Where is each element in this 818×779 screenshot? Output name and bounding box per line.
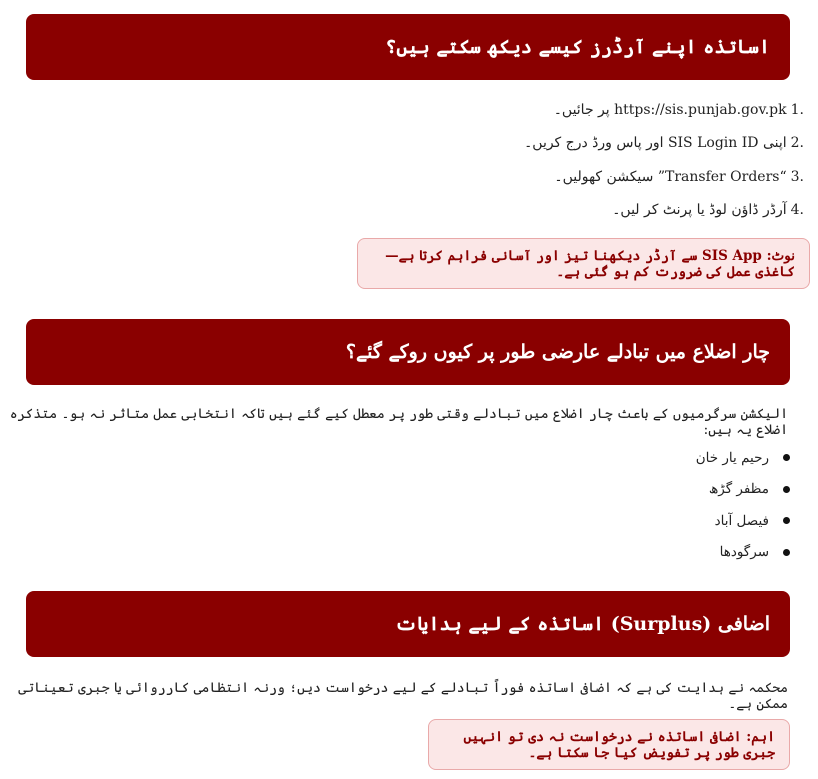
section-header-orders bbox=[26, 14, 790, 80]
section-title: چار اضلاع میں تبادلے عارضی طور پر کیوں روکے گئے؟ bbox=[345, 341, 770, 363]
section-title: اضافی (Surplus) اساتذہ کے لیے ہدایات bbox=[394, 613, 770, 635]
list-item: 2. اپنی SIS Login ID اور پاس ورڈ درج کریں۔ bbox=[524, 135, 804, 152]
bullet-icon bbox=[783, 549, 790, 556]
bullet-icon bbox=[783, 454, 790, 461]
steps-list bbox=[524, 93, 804, 227]
list-item: سرگودھا bbox=[696, 537, 790, 569]
bullet-icon bbox=[783, 517, 790, 524]
note-text: اہم: اضافی اساتذہ نے درخواست نہ دی تو انہیں جبری طور پر تفویض کیا جا سکتا ہے۔ bbox=[463, 728, 775, 761]
list-item: رحیم یار خان bbox=[696, 442, 790, 474]
list-item: 3. “Transfer Orders” سیکشن کھولیں۔ bbox=[554, 168, 804, 185]
note-box bbox=[357, 238, 810, 289]
districts-list bbox=[696, 442, 790, 568]
bullet-icon bbox=[783, 486, 790, 493]
step-text: “Transfer Orders” سیکشن کھولیں۔ bbox=[554, 168, 787, 185]
section-header-districts bbox=[26, 319, 790, 385]
list-item: مظفر گڑھ bbox=[696, 474, 790, 506]
list-item: 4. آرڈر ڈاؤن لوڈ یا پرنٹ کر لیں۔ bbox=[612, 202, 804, 219]
surplus-paragraph: محکمہ نے ہدایت کی ہے کہ اضافی اساتذہ فوراً تبادلے کے لیے درخواست دیں؛ ورنہ انتظامی کارروائی یا جبری تعیناتی ممکن ہے۔ bbox=[18, 680, 788, 712]
intro-paragraph: الیکشن سرگرمیوں کے باعث چار اضلاع میں تبادلے وقتی طور پر معطل کیے گئے ہیں تاکہ انتخابی عمل متاثر نہ ہو۔ متذکرہ اضلاع یہ ہیں: bbox=[9, 406, 788, 438]
section-header-surplus bbox=[26, 591, 790, 657]
important-note-box bbox=[428, 719, 790, 770]
list-item: فیصل آباد bbox=[696, 505, 790, 537]
note-text: نوٹ: SIS App سے آرڈر دیکھنا تیز اور آسانی فراہم کرتا ہے—کاغذی عمل کی ضرورت کم ہو گئی ہے۔ bbox=[385, 247, 795, 280]
step-text: آرڈر ڈاؤن لوڈ یا پرنٹ کر لیں۔ bbox=[612, 202, 787, 219]
section-title: اساتذہ اپنے آرڈرز کیسے دیکھ سکتے ہیں؟ bbox=[385, 36, 770, 58]
step-text[interactable]: https://sis.punjab.gov.pk پر جائیں۔ bbox=[553, 101, 787, 118]
list-item: 1. https://sis.punjab.gov.pk پر جائیں۔ bbox=[553, 101, 804, 118]
step-text: اپنی SIS Login ID اور پاس ورڈ درج کریں۔ bbox=[524, 135, 787, 152]
